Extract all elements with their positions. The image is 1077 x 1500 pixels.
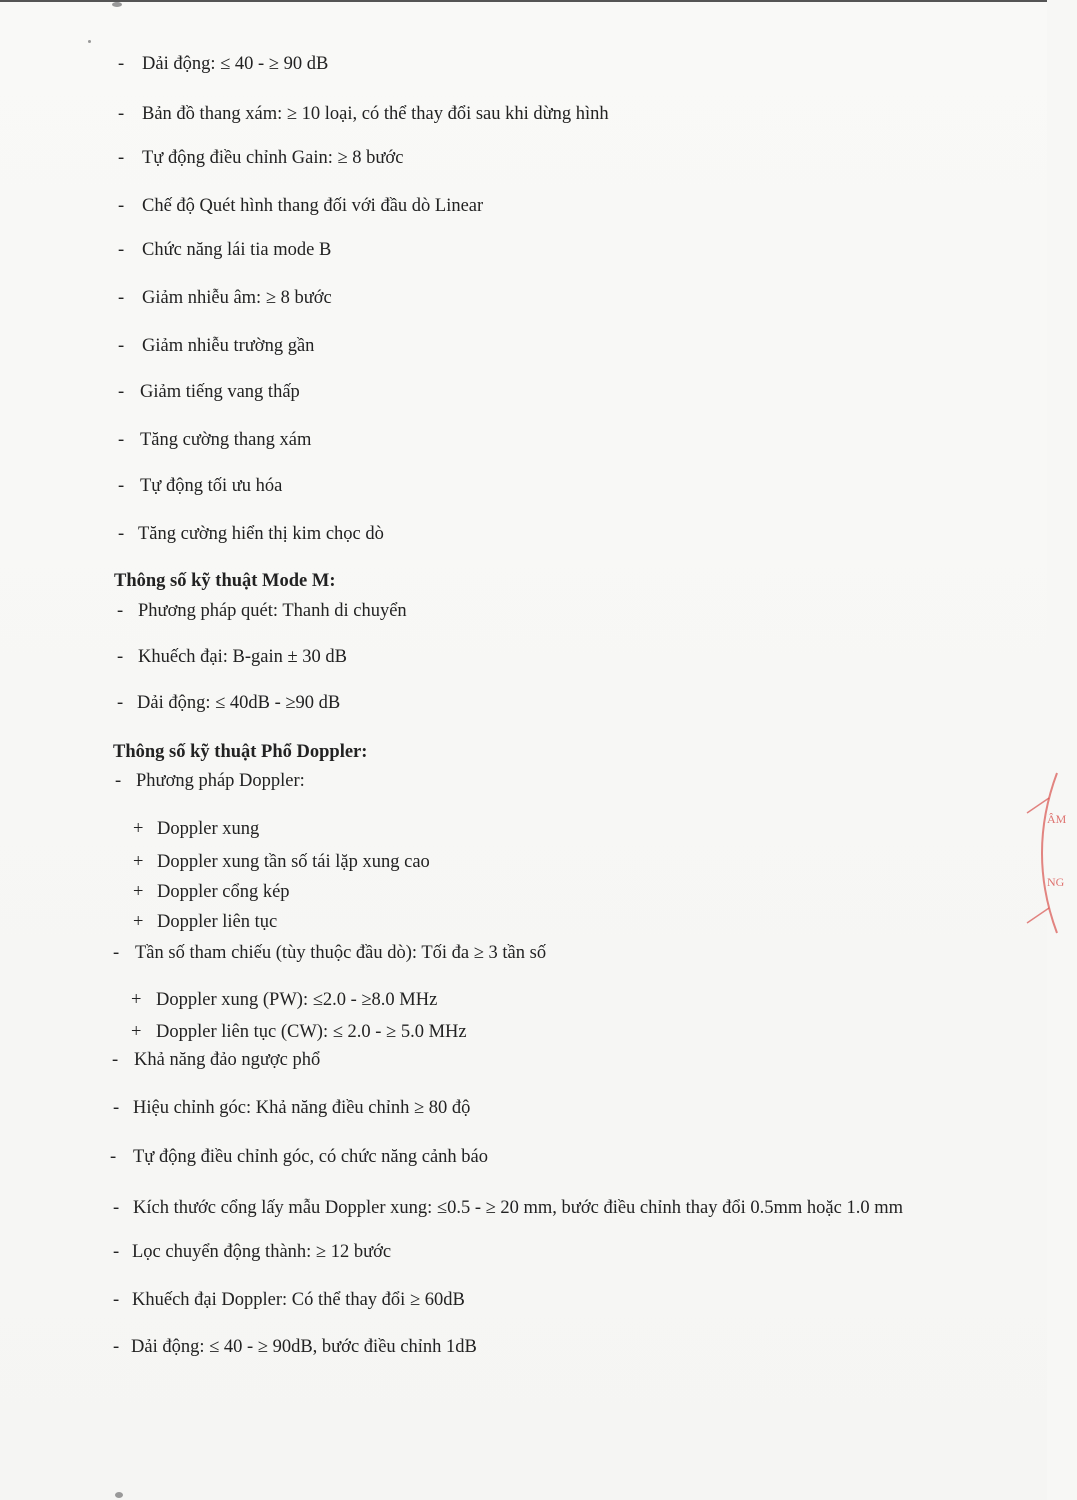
section-heading: Thông số kỹ thuật Phổ Doppler:	[113, 742, 368, 762]
list-item-text: Lọc chuyển động thành: ≥ 12 bước	[132, 1242, 392, 1262]
dash-bullet-icon: -	[113, 1098, 120, 1118]
list-item-text: Khuếch đại: B-gain ± 30 dB	[138, 647, 347, 667]
dash-bullet-icon: -	[118, 104, 125, 124]
dash-bullet-icon: -	[118, 476, 125, 496]
scan-speck	[88, 40, 91, 43]
list-item-text: Doppler liên tục	[157, 912, 278, 932]
plus-bullet-icon: +	[133, 819, 144, 839]
list-item-text: Dải động: ≤ 40 - ≥ 90 dB	[142, 54, 329, 74]
list-item-text: Bản đồ thang xám: ≥ 10 loại, có thể thay đổi sau khi dừng hình	[142, 104, 609, 124]
list-item-text: Tần số tham chiếu (tùy thuộc đầu dò): Tối đa ≥ 3 tần số	[135, 943, 547, 963]
list-item-text: Chức năng lái tia mode B	[142, 240, 332, 260]
dash-bullet-icon: -	[110, 1147, 117, 1167]
list-item-text: Khả năng đảo ngược phổ	[134, 1050, 321, 1070]
dash-bullet-icon: -	[118, 524, 125, 544]
list-item-text: Doppler liên tục (CW): ≤ 2.0 - ≥ 5.0 MHz	[156, 1022, 467, 1042]
list-item-text: Doppler cổng kép	[157, 882, 290, 902]
dash-bullet-icon: -	[118, 148, 125, 168]
scan-speck	[112, 2, 122, 7]
dash-bullet-icon: -	[117, 693, 124, 713]
plus-bullet-icon: +	[131, 1022, 142, 1042]
dash-bullet-icon: -	[118, 288, 125, 308]
list-item-text: Giảm tiếng vang thấp	[140, 382, 300, 402]
list-item-text: Giảm nhiễu âm: ≥ 8 bước	[142, 288, 332, 308]
list-item-text: Tăng cường thang xám	[140, 430, 312, 450]
dash-bullet-icon: -	[112, 1050, 119, 1070]
red-stamp-fragment	[1017, 768, 1077, 938]
list-item-text: Phương pháp Doppler:	[136, 771, 305, 791]
list-item-text: Tự động điều chỉnh Gain: ≥ 8 bước	[142, 148, 404, 168]
list-item-text: Dải động: ≤ 40dB - ≥90 dB	[137, 693, 341, 713]
plus-bullet-icon: +	[133, 882, 144, 902]
plus-bullet-icon: +	[131, 990, 142, 1010]
list-item-text: Doppler xung	[157, 819, 260, 839]
dash-bullet-icon: -	[118, 382, 125, 402]
list-item-text: Giảm nhiễu trường gần	[142, 336, 315, 356]
page-top-edge	[0, 0, 1047, 2]
svg-text:NG: NG	[1047, 875, 1065, 889]
list-item-text: Dải động: ≤ 40 - ≥ 90dB, bước điều chỉnh 1dB	[131, 1337, 477, 1357]
dash-bullet-icon: -	[118, 430, 125, 450]
list-item-text: Kích thước cổng lấy mẫu Doppler xung: ≤0.5 - ≥ 20 mm, bước điều chỉnh thay đổi 0.5mm hoặc 1.0 mm	[133, 1198, 903, 1218]
list-item-text: Khuếch đại Doppler: Có thể thay đổi ≥ 60dB	[132, 1290, 465, 1310]
scan-speck	[115, 1492, 123, 1498]
dash-bullet-icon: -	[118, 336, 125, 356]
list-item-text: Tăng cường hiển thị kim chọc dò	[138, 524, 384, 544]
dash-bullet-icon: -	[113, 943, 120, 963]
section-heading: Thông số kỹ thuật Mode M:	[114, 571, 336, 591]
list-item-text: Doppler xung tần số tái lặp xung cao	[157, 852, 430, 872]
dash-bullet-icon: -	[118, 54, 125, 74]
dash-bullet-icon: -	[118, 196, 125, 216]
list-item-text: Tự động điều chỉnh góc, có chức năng cảnh báo	[133, 1147, 488, 1167]
dash-bullet-icon: -	[118, 240, 125, 260]
list-item-text: Chế độ Quét hình thang đối với đầu dò Linear	[142, 196, 484, 216]
dash-bullet-icon: -	[113, 1337, 120, 1357]
list-item-text: Phương pháp quét: Thanh di chuyển	[138, 601, 407, 621]
dash-bullet-icon: -	[113, 1290, 120, 1310]
list-item-text: Doppler xung (PW): ≤2.0 - ≥8.0 MHz	[156, 990, 438, 1010]
dash-bullet-icon: -	[113, 1242, 120, 1262]
plus-bullet-icon: +	[133, 912, 144, 932]
svg-text:ÂM: ÂM	[1047, 812, 1067, 826]
dash-bullet-icon: -	[117, 601, 124, 621]
dash-bullet-icon: -	[117, 647, 124, 667]
list-item-text: Tự động tối ưu hóa	[140, 476, 283, 496]
dash-bullet-icon: -	[113, 1198, 120, 1218]
list-item-text: Hiệu chỉnh góc: Khả năng điều chỉnh ≥ 80 độ	[133, 1098, 471, 1118]
plus-bullet-icon: +	[133, 852, 144, 872]
dash-bullet-icon: -	[115, 771, 122, 791]
